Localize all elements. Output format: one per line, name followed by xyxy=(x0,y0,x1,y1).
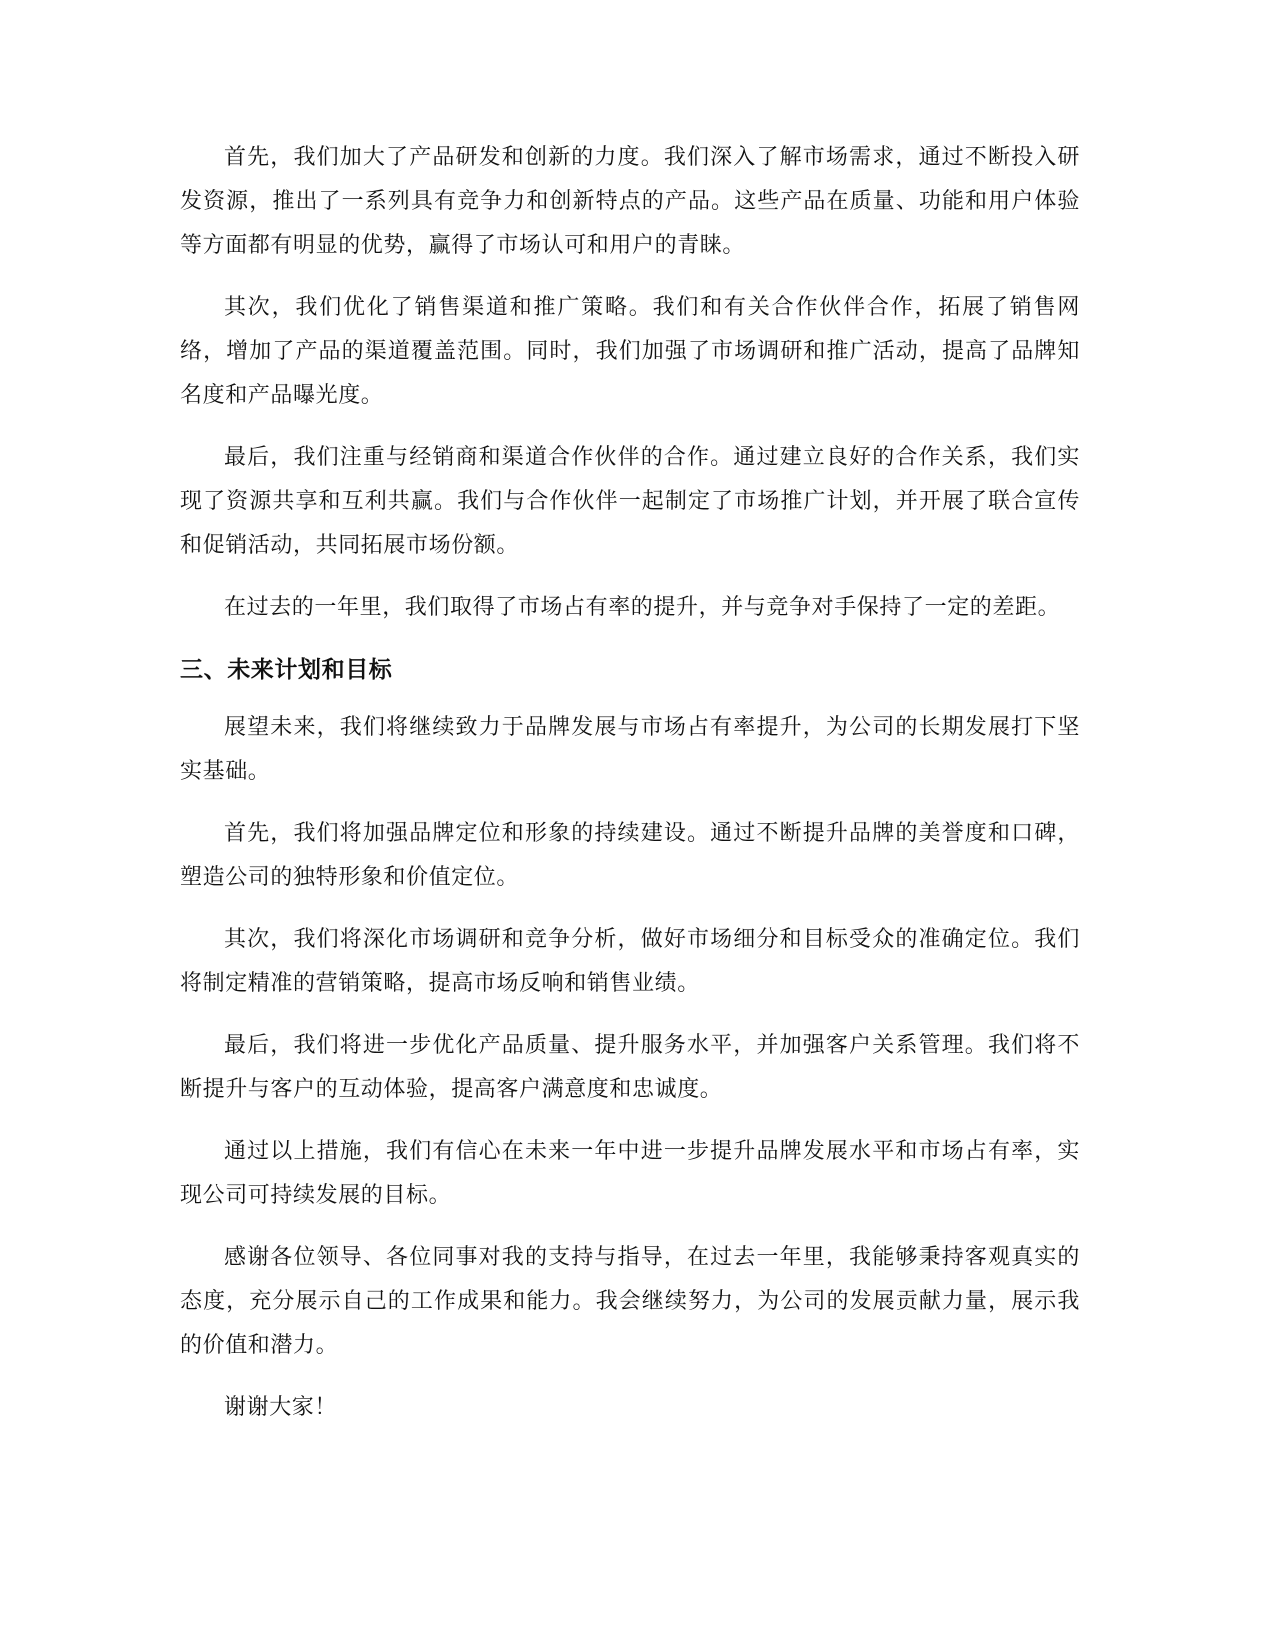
paragraph-product-innovation: 首先，我们加大了产品研发和创新的力度。我们深入了解市场需求，通过不断投入研发资源，推出了一系列具有竞争力和创新特点的产品。这些产品在质量、功能和用户体验等方面都有明显的优势，赢得了市场认可和用户的青睐。 xyxy=(180,145,1080,258)
paragraph-market-research: 其次，我们将深化市场调研和竞争分析，做好市场细分和目标受众的准确定位。我们将制定精准的营销策略，提高市场反响和销售业绩。 xyxy=(180,927,1080,996)
paragraph-market-share-result: 在过去的一年里，我们取得了市场占有率的提升，并与竞争对手保持了一定的差距。 xyxy=(224,595,1061,620)
paragraph-partner-cooperation: 最后，我们注重与经销商和渠道合作伙伴的合作。通过建立良好的合作关系，我们实现了资源共享和互利共赢。我们与合作伙伴一起制定了市场推广计划，并开展了联合宣传和促销活动，共同拓展市场份额。 xyxy=(180,445,1080,558)
paragraph-thanks: 谢谢大家！ xyxy=(224,1395,338,1420)
document-page xyxy=(180,136,1080,1448)
paragraph-outlook: 展望未来，我们将继续致力于品牌发展与市场占有率提升，为公司的长期发展打下坚实基础。 xyxy=(180,715,1080,784)
section-heading-future-plans: 三、未来计划和目标 xyxy=(180,657,393,683)
paragraph-quality-service: 最后，我们将进一步优化产品质量、提升服务水平，并加强客户关系管理。我们将不断提升与客户的互动体验，提高客户满意度和忠诚度。 xyxy=(180,1033,1080,1102)
paragraph-acknowledgement: 感谢各位领导、各位同事对我的支持与指导，在过去一年里，我能够秉持客观真实的态度，充分展示自己的工作成果和能力。我会继续努力，为公司的发展贡献力量，展示我的价值和潜力。 xyxy=(180,1245,1080,1358)
paragraph-confidence: 通过以上措施，我们有信心在未来一年中进一步提升品牌发展水平和市场占有率，实现公司可持续发展的目标。 xyxy=(180,1139,1080,1208)
paragraph-brand-building: 首先，我们将加强品牌定位和形象的持续建设。通过不断提升品牌的美誉度和口碑，塑造公司的独特形象和价值定位。 xyxy=(180,821,1080,890)
paragraph-sales-channels: 其次，我们优化了销售渠道和推广策略。我们和有关合作伙伴合作，拓展了销售网络，增加了产品的渠道覆盖范围。同时，我们加强了市场调研和推广活动，提高了品牌知名度和产品曝光度。 xyxy=(180,295,1080,408)
